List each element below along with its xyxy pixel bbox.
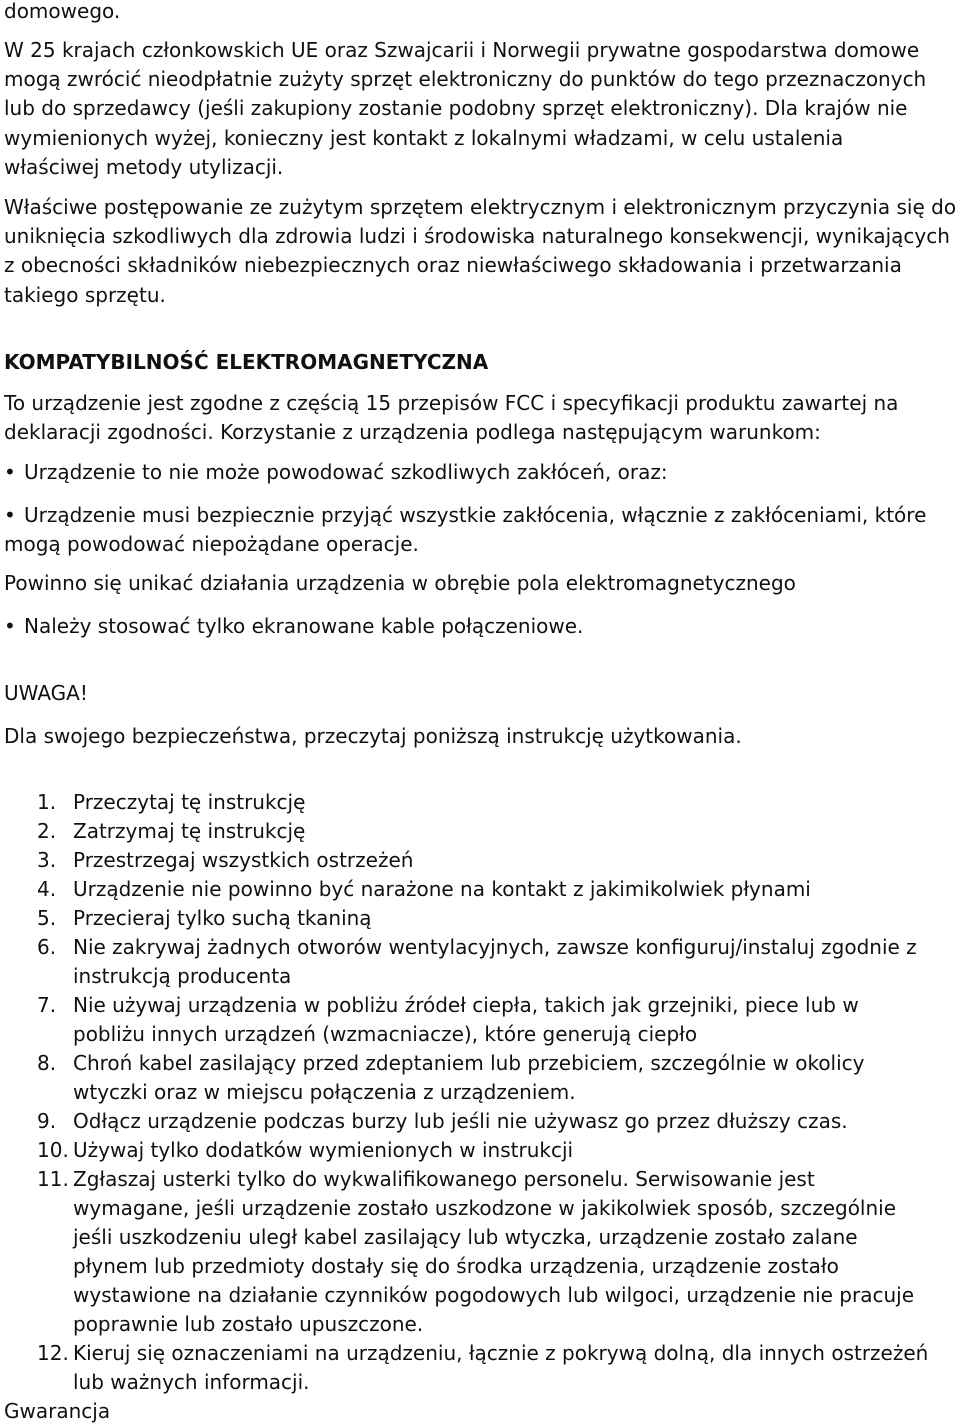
section-heading-warranty: Gwarancja: [4, 1399, 111, 1423]
instruction-list: [4, 788, 934, 1397]
continued-text: domowego.: [4, 0, 121, 23]
item-number: 7.: [37, 993, 57, 1017]
list-item: [4, 501, 960, 559]
item-number: 5.: [37, 906, 57, 930]
item-number: 12.: [37, 1341, 69, 1365]
item-number: 4.: [37, 877, 57, 901]
list-item: [4, 1339, 934, 1397]
disposal-paragraph: Właściwe postępowanie ze zużytym sprzętem elektrycznym i elektronicznym przyczynia się do uniknięcia szkodliwych dla zdrowia ludzi i środowiska naturalnego konsekwencji, wynikających z obecności składników niebezpiecznych oraz niewłaściwego składowania i przetwarzania takiego sprzętu.: [4, 195, 957, 307]
bullet-icon: •: [4, 503, 16, 527]
bullet-icon: •: [4, 614, 16, 638]
list-item: [4, 904, 934, 933]
list-item: [4, 991, 934, 1049]
item-number: 2.: [37, 819, 57, 843]
emc-note: Powinno się unikać działania urządzenia w obrębie pola elektromagnetycznego: [4, 571, 796, 595]
list-item: [4, 933, 934, 991]
item-text: Przecieraj tylko suchą tkaniną: [73, 906, 372, 930]
bullet-icon: •: [4, 460, 16, 484]
list-item: [4, 817, 934, 846]
item-number: 3.: [37, 848, 57, 872]
item-number: 8.: [37, 1051, 57, 1075]
item-number: 6.: [37, 935, 57, 959]
bullet-text: Urządzenie musi bezpiecznie przyjąć wszystkie zakłócenia, włącznie z zakłóceniami, które mogą powodować niepożądane operacje.: [4, 503, 927, 556]
item-text: Urządzenie nie powinno być narażone na kontakt z jakimikolwiek płynami: [73, 877, 811, 901]
item-text: Chroń kabel zasilający przed zdeptaniem lub przebiciem, szczególnie w okolicy wtyczki oraz w miejscu połączenia z urządzeniem.: [73, 1051, 865, 1104]
warning-text: Dla swojego bezpieczeństwa, przeczytaj poniższą instrukcję użytkowania.: [4, 724, 742, 748]
bullet-text: Należy stosować tylko ekranowane kable połączeniowe.: [24, 614, 584, 638]
list-item: [4, 1107, 934, 1136]
item-number: 1.: [37, 790, 57, 814]
item-text: Odłącz urządzenie podczas burzy lub jeśli nie używasz go przez dłuższy czas.: [73, 1109, 848, 1133]
list-item: [4, 612, 960, 641]
item-number: 9.: [37, 1109, 57, 1133]
bullet-text: Urządzenie to nie może powodować szkodliwych zakłóceń, oraz:: [24, 460, 668, 484]
warning-label: UWAGA!: [4, 681, 88, 705]
item-text: Nie zakrywaj żadnych otworów wentylacyjnych, zawsze konfiguruj/instaluj zgodnie z instrukcją producenta: [73, 935, 917, 988]
item-number: 10.: [37, 1138, 69, 1162]
item-text: Nie używaj urządzenia w pobliżu źródeł ciepła, takich jak grzejniki, piece lub w pobliżu innych urządzeń (wzmacniacze), które generują ciepło: [73, 993, 859, 1046]
item-text: Kieruj się oznaczeniami na urządzeniu, łącznie z pokrywą dolną, dla innych ostrzeżeń lub ważnych informacji.: [73, 1341, 929, 1394]
item-text: Używaj tylko dodatków wymienionych w instrukcji: [73, 1138, 574, 1162]
emc-paragraph: To urządzenie jest zgodne z częścią 15 przepisów FCC i specyfikacji produktu zawartej na deklaracji zgodności. Korzystanie z urządzenia podlega następującym warunkom:: [4, 391, 899, 445]
list-item: [4, 458, 960, 487]
item-text: Przestrzegaj wszystkich ostrzeżeń: [73, 848, 414, 872]
item-number: 11.: [37, 1167, 69, 1191]
recycling-paragraph: W 25 krajach członkowskich UE oraz Szwajcarii i Norwegii prywatne gospodarstwa domowe mogą zwrócić nieodpłatnie zużyty sprzęt elektroniczny do punktów do tego przeznaczonych lub do sprzedawcy (jeśli zakupiony zostanie podobny sprzęt elektroniczny). Dla krajów nie wymienionych wyżej, konieczny jest kontakt z lokalnymi władzami, w celu ustalenia właściwej metody utylizacji.: [4, 38, 927, 179]
section-heading-emc: KOMPATYBILNOŚĆ ELEKTROMAGNETYCZNA: [4, 350, 489, 374]
list-item: [4, 1136, 934, 1165]
list-item: [4, 1049, 934, 1107]
item-text: Zgłaszaj usterki tylko do wykwalifikowanego personelu. Serwisowanie jest wymagane, jeśli urządzenie zostało uszkodzone w jakikolwiek sposób, szczególnie jeśli uszkodzeniu uległ kabel zasilający lub wtyczka, urządzenie zostało zalane płynem lub przedmioty dostały się do środka urządzenia, urządzenie zostało wystawione na działanie czynników pogodowych lub wilgoci, urządzenie nie pracuje poprawnie lub zostało upuszczone.: [73, 1167, 915, 1336]
item-text: Zatrzymaj tę instrukcję: [73, 819, 306, 843]
list-item: [4, 788, 934, 817]
list-item: [4, 846, 934, 875]
list-item: [4, 875, 934, 904]
list-item: [4, 1165, 934, 1339]
item-text: Przeczytaj tę instrukcję: [73, 790, 306, 814]
